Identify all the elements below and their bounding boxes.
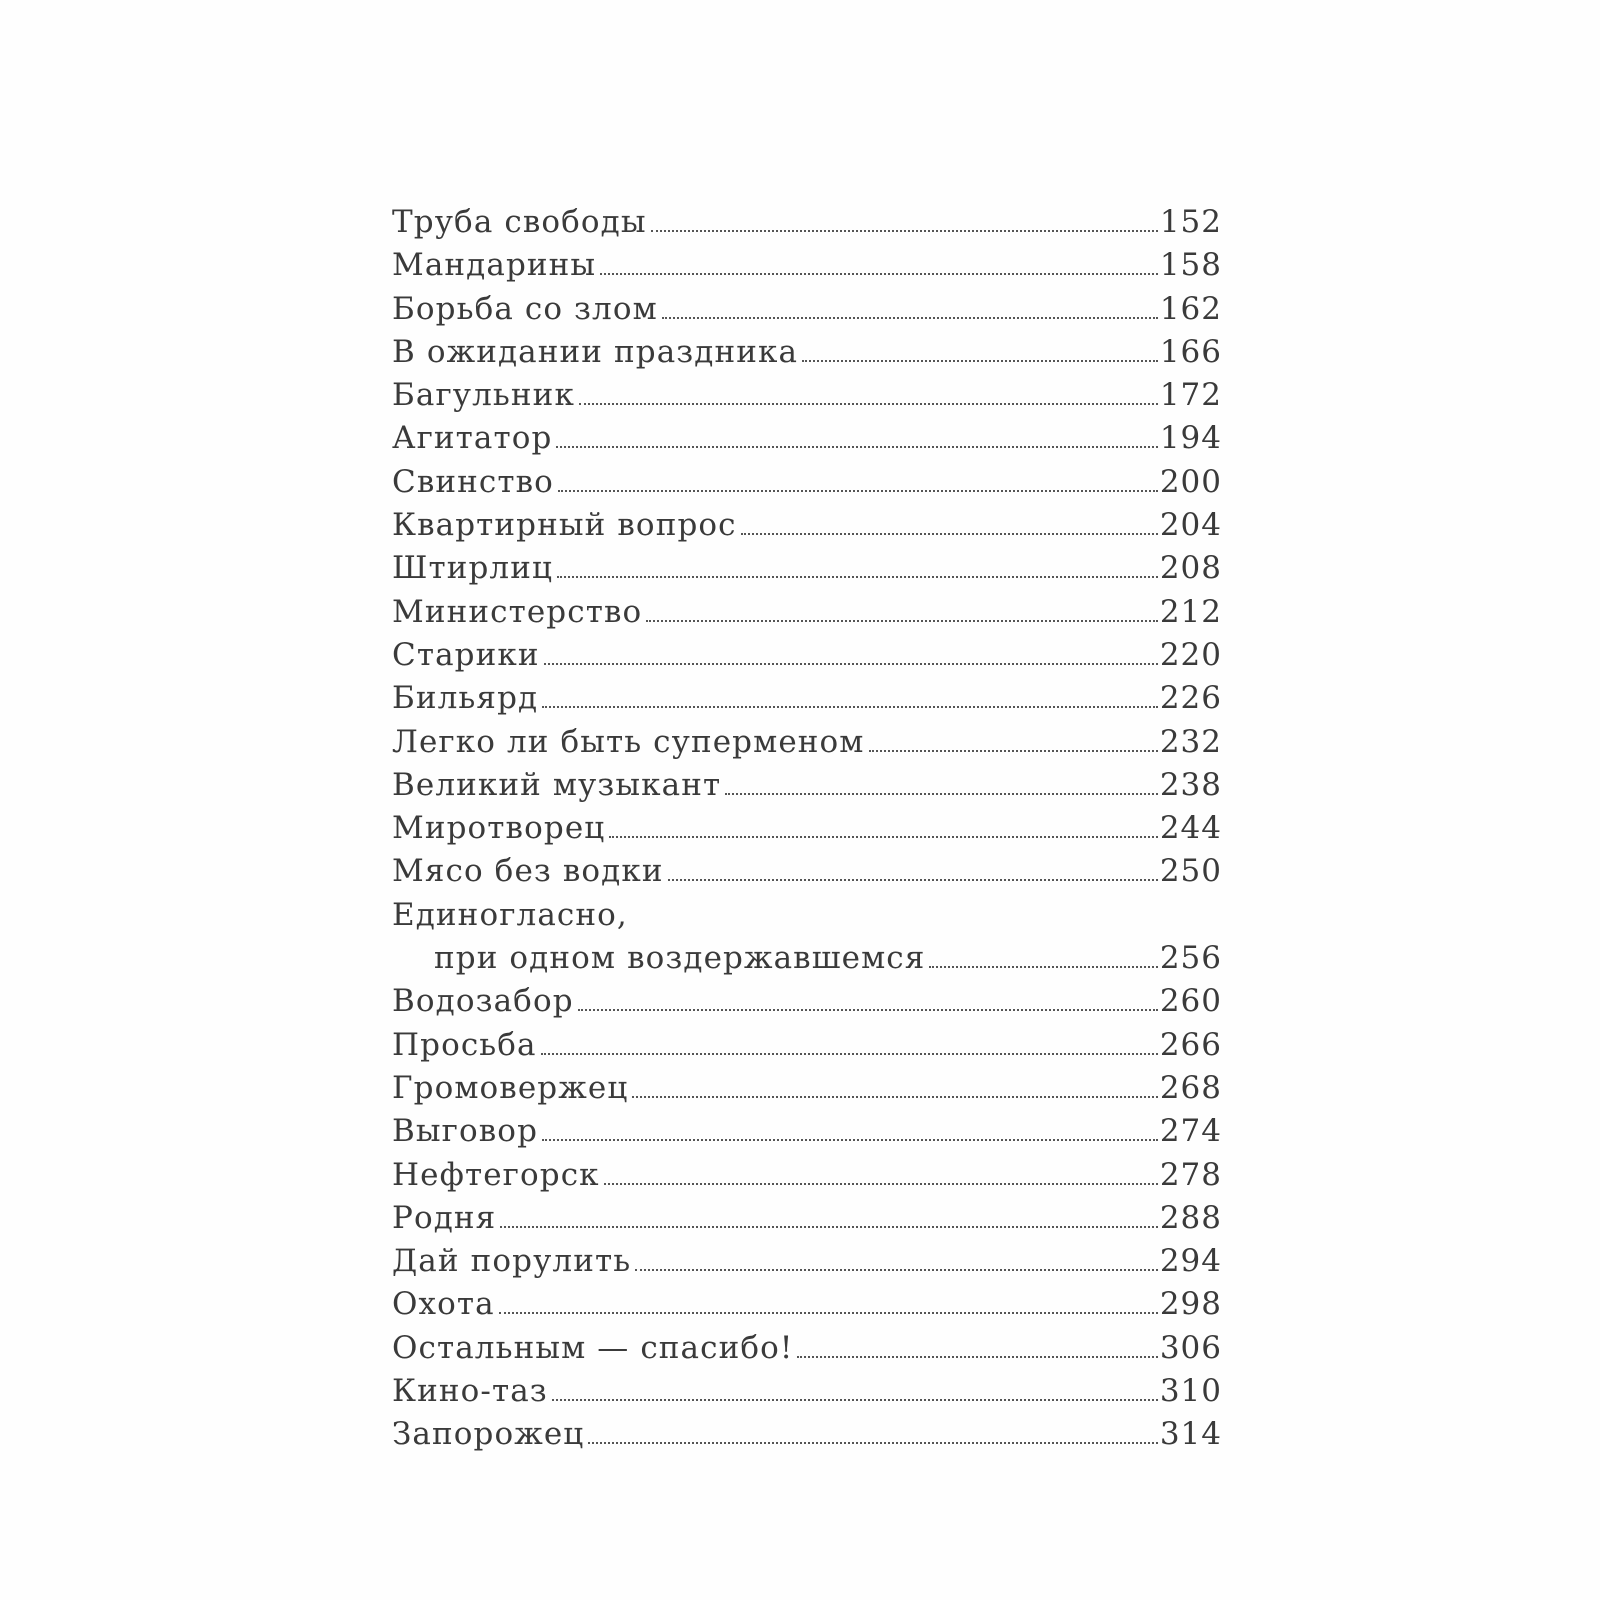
toc-entry-page: 212 bbox=[1159, 593, 1222, 630]
toc-entry-title: Штирлиц bbox=[392, 550, 554, 587]
toc-entry bbox=[392, 377, 1222, 420]
toc-entry-page: 244 bbox=[1159, 810, 1222, 847]
toc-entry bbox=[392, 724, 1222, 767]
toc-entry-title: Единогласно, bbox=[392, 896, 628, 933]
toc-entry-title: Борьба со злом bbox=[392, 290, 658, 327]
toc-entry-page: 220 bbox=[1159, 636, 1222, 673]
toc-entry-page: 204 bbox=[1159, 507, 1222, 544]
toc-entry-title: Дай порулить bbox=[392, 1243, 632, 1280]
toc-entry-page: 238 bbox=[1159, 766, 1222, 803]
dot-leader bbox=[869, 750, 1158, 752]
toc-entry bbox=[392, 767, 1222, 810]
toc-entry-title: Громовержец bbox=[392, 1069, 629, 1106]
toc-entry-page: 194 bbox=[1159, 420, 1222, 457]
toc-entry-title: Миротворец bbox=[392, 810, 606, 847]
toc-entry-page: 162 bbox=[1159, 290, 1222, 327]
toc-entry bbox=[392, 1416, 1222, 1459]
toc-entry-title: В ожидании праздника bbox=[392, 333, 799, 370]
dot-leader bbox=[929, 966, 1157, 968]
dot-leader bbox=[604, 1183, 1158, 1185]
dot-leader bbox=[541, 1053, 1158, 1055]
toc-entry-page: 298 bbox=[1159, 1286, 1222, 1323]
toc-entry bbox=[392, 1070, 1222, 1113]
toc-entry-page: 268 bbox=[1159, 1069, 1222, 1106]
toc-entry bbox=[392, 291, 1222, 334]
toc-entry-title: Квартирный вопрос bbox=[392, 507, 737, 544]
toc-entry bbox=[392, 1113, 1222, 1156]
toc-entry-title: Запорожец bbox=[392, 1416, 585, 1453]
toc-entry-title: Выговор bbox=[392, 1113, 539, 1150]
toc-entry bbox=[392, 507, 1222, 550]
toc-entry-page: 266 bbox=[1159, 1026, 1222, 1063]
toc-entry-title: Министерство bbox=[392, 593, 643, 630]
dot-leader bbox=[668, 879, 1158, 881]
dot-leader bbox=[556, 446, 1157, 448]
toc-entry bbox=[392, 1330, 1222, 1373]
toc-entry-continuation bbox=[392, 940, 1222, 983]
toc-entry bbox=[392, 1027, 1222, 1070]
toc-entry-first-line bbox=[392, 897, 1222, 940]
toc-entry-title: Просьба bbox=[392, 1026, 537, 1063]
toc-entry-title: Бильярд bbox=[392, 680, 539, 717]
toc-entry bbox=[392, 334, 1222, 377]
toc-entry bbox=[392, 853, 1222, 896]
toc-entry-page: 314 bbox=[1159, 1416, 1222, 1453]
toc-entry bbox=[392, 204, 1222, 247]
toc-entry-page: 310 bbox=[1159, 1373, 1222, 1410]
toc-entry-page: 274 bbox=[1159, 1113, 1222, 1150]
toc-entry bbox=[392, 1157, 1222, 1200]
toc-entry-page: 200 bbox=[1159, 463, 1222, 500]
toc-entry bbox=[392, 420, 1222, 463]
dot-leader bbox=[500, 1226, 1158, 1228]
toc-entry bbox=[392, 637, 1222, 680]
toc-entry-page: 250 bbox=[1159, 853, 1222, 890]
toc-entry-title: Старики bbox=[392, 636, 540, 673]
toc-entry-title: Водозабор bbox=[392, 983, 574, 1020]
toc-entry bbox=[392, 247, 1222, 290]
toc-entry bbox=[392, 594, 1222, 637]
toc-entry-title: Охота bbox=[392, 1286, 495, 1323]
toc-entry-title: Свинство bbox=[392, 463, 554, 500]
toc-entry bbox=[392, 810, 1222, 853]
toc-entry-page: 288 bbox=[1159, 1199, 1222, 1236]
dot-leader bbox=[600, 273, 1158, 275]
toc-entry-page: 208 bbox=[1159, 550, 1222, 587]
toc-entry bbox=[392, 680, 1222, 723]
dot-leader bbox=[635, 1269, 1158, 1271]
toc-entry-page: 306 bbox=[1159, 1329, 1222, 1366]
dot-leader bbox=[632, 1096, 1157, 1098]
toc-entry-page: 256 bbox=[1159, 940, 1222, 977]
dot-leader bbox=[646, 620, 1158, 622]
dot-leader bbox=[797, 1356, 1157, 1358]
toc-entry bbox=[392, 1200, 1222, 1243]
toc-entry bbox=[392, 464, 1222, 507]
toc-entry-page: 294 bbox=[1159, 1243, 1222, 1280]
dot-leader bbox=[579, 403, 1158, 405]
toc-entry-page: 172 bbox=[1159, 377, 1222, 414]
dot-leader bbox=[544, 663, 1158, 665]
toc-entry-title: Великий музыкант bbox=[392, 766, 722, 803]
toc-entry-title: Мясо без водки bbox=[392, 853, 664, 890]
toc-entry-title: Багульник bbox=[392, 377, 575, 414]
toc-entry bbox=[392, 1243, 1222, 1286]
dot-leader bbox=[609, 836, 1158, 838]
dot-leader bbox=[552, 1399, 1158, 1401]
toc-entry bbox=[392, 1286, 1222, 1329]
toc-entry-title: Труба свободы bbox=[392, 204, 647, 240]
toc-entry-title: Мандарины bbox=[392, 247, 597, 284]
toc-entry-page: 260 bbox=[1159, 983, 1222, 1020]
dot-leader bbox=[725, 793, 1158, 795]
toc-entry-title: Кино-таз bbox=[392, 1373, 548, 1410]
dot-leader bbox=[542, 706, 1158, 708]
dot-leader bbox=[542, 1139, 1158, 1141]
dot-leader bbox=[651, 230, 1158, 232]
toc-entry bbox=[392, 1373, 1222, 1416]
toc-entry-title-continuation: при одном воздержавшемся bbox=[434, 940, 926, 977]
toc-entry-title: Родня bbox=[392, 1199, 497, 1236]
toc-entry-title: Остальным — спасибо! bbox=[392, 1329, 794, 1366]
dot-leader bbox=[741, 533, 1158, 535]
toc-entry bbox=[392, 983, 1222, 1026]
dot-leader bbox=[588, 1442, 1158, 1444]
toc-entry-title: Агитатор bbox=[392, 420, 553, 457]
table-of-contents bbox=[392, 204, 1222, 1460]
dot-leader bbox=[499, 1312, 1158, 1314]
toc-entry-page: 152 bbox=[1159, 204, 1222, 240]
toc-entry bbox=[392, 550, 1222, 593]
toc-entry-page: 278 bbox=[1159, 1156, 1222, 1193]
dot-leader bbox=[557, 576, 1158, 578]
dot-leader bbox=[662, 317, 1158, 319]
toc-entry-page: 232 bbox=[1159, 723, 1222, 760]
dot-leader bbox=[578, 1009, 1158, 1011]
toc-entry-title: Нефтегорск bbox=[392, 1156, 600, 1193]
toc-entry-page: 158 bbox=[1159, 247, 1222, 284]
dot-leader bbox=[802, 360, 1158, 362]
toc-entry-title: Легко ли быть суперменом bbox=[392, 723, 865, 760]
toc-entry-page: 226 bbox=[1159, 680, 1222, 717]
dot-leader bbox=[558, 490, 1158, 492]
toc-entry-page: 166 bbox=[1159, 333, 1222, 370]
